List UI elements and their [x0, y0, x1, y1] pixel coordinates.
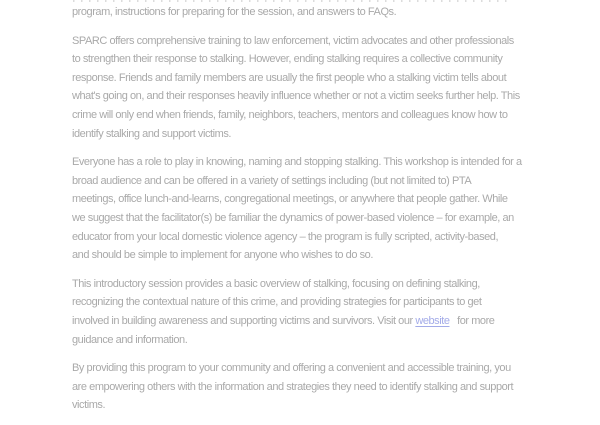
document-line	[72, 312, 572, 331]
document-line: guidance and information.	[72, 333, 188, 346]
document-line: SPARC offers comprehensive training to law enforcement, victim advocates and other professionals	[72, 34, 514, 47]
paragraph-sparc-training	[72, 32, 572, 144]
document-line: to strengthen their response to stalking. However, ending stalking requires a collective community	[72, 53, 503, 66]
document-line: educator from your local domestic violence agency – the program is fully scripted, activity-based,	[72, 230, 499, 243]
paragraph-by-providing	[72, 359, 572, 415]
paragraph-introductory-session	[72, 275, 572, 349]
document-line: and should be simple to implement for anyone who wishes to do so.	[72, 249, 373, 262]
document-line: we suggest that the facilitator(s) be familiar the dynamics of power-based violence – for example, an	[72, 211, 514, 224]
document-line: program, instructions for preparing for the session, and answers to FAQs.	[72, 6, 397, 18]
document-line: Everyone has a role to play in knowing, naming and stopping stalking. This workshop is intended for a	[72, 156, 522, 169]
document-line: response. Friends and family members are usually the first people who a stalking victim tells about	[72, 71, 507, 84]
paragraph-intro-clipped	[72, 3, 572, 22]
document-line: broad audience and can be offered in a variety of settings including (but not limited to) PTA	[72, 174, 472, 187]
website-link[interactable]: website	[415, 314, 450, 327]
line-text: for more	[457, 314, 495, 327]
document-line: what's going on, and their responses heavily influence whether or not a victim seeks further help. This	[72, 90, 520, 103]
document-line: recognizing the contextual nature of this crime, and providing strategies for participants to get	[72, 296, 482, 309]
document-line: By providing this program to your community and offering a convenient and accessible training, you	[72, 362, 511, 375]
document-body	[72, 3, 572, 425]
document-line: identify stalking and support victims.	[72, 127, 231, 140]
paragraph-everyone-role	[72, 153, 572, 265]
line-text: involved in building awareness and supporting victims and survivors. Visit our	[72, 314, 413, 327]
document-line: meetings, office lunch-and-learns, congregational meetings, or anywhere that people gather. While	[72, 193, 508, 206]
document-line: victims.	[72, 399, 106, 412]
clipped-text-remnant	[73, 0, 510, 2]
document-line: This introductory session provides a basic overview of stalking, focusing on defining stalking,	[72, 277, 480, 290]
document-line: are empowering others with the information and strategies they need to identify stalking and support	[72, 380, 514, 393]
document-line: crime will only end when friends, family, neighbors, teachers, mentors and colleagues know how to	[72, 108, 508, 121]
